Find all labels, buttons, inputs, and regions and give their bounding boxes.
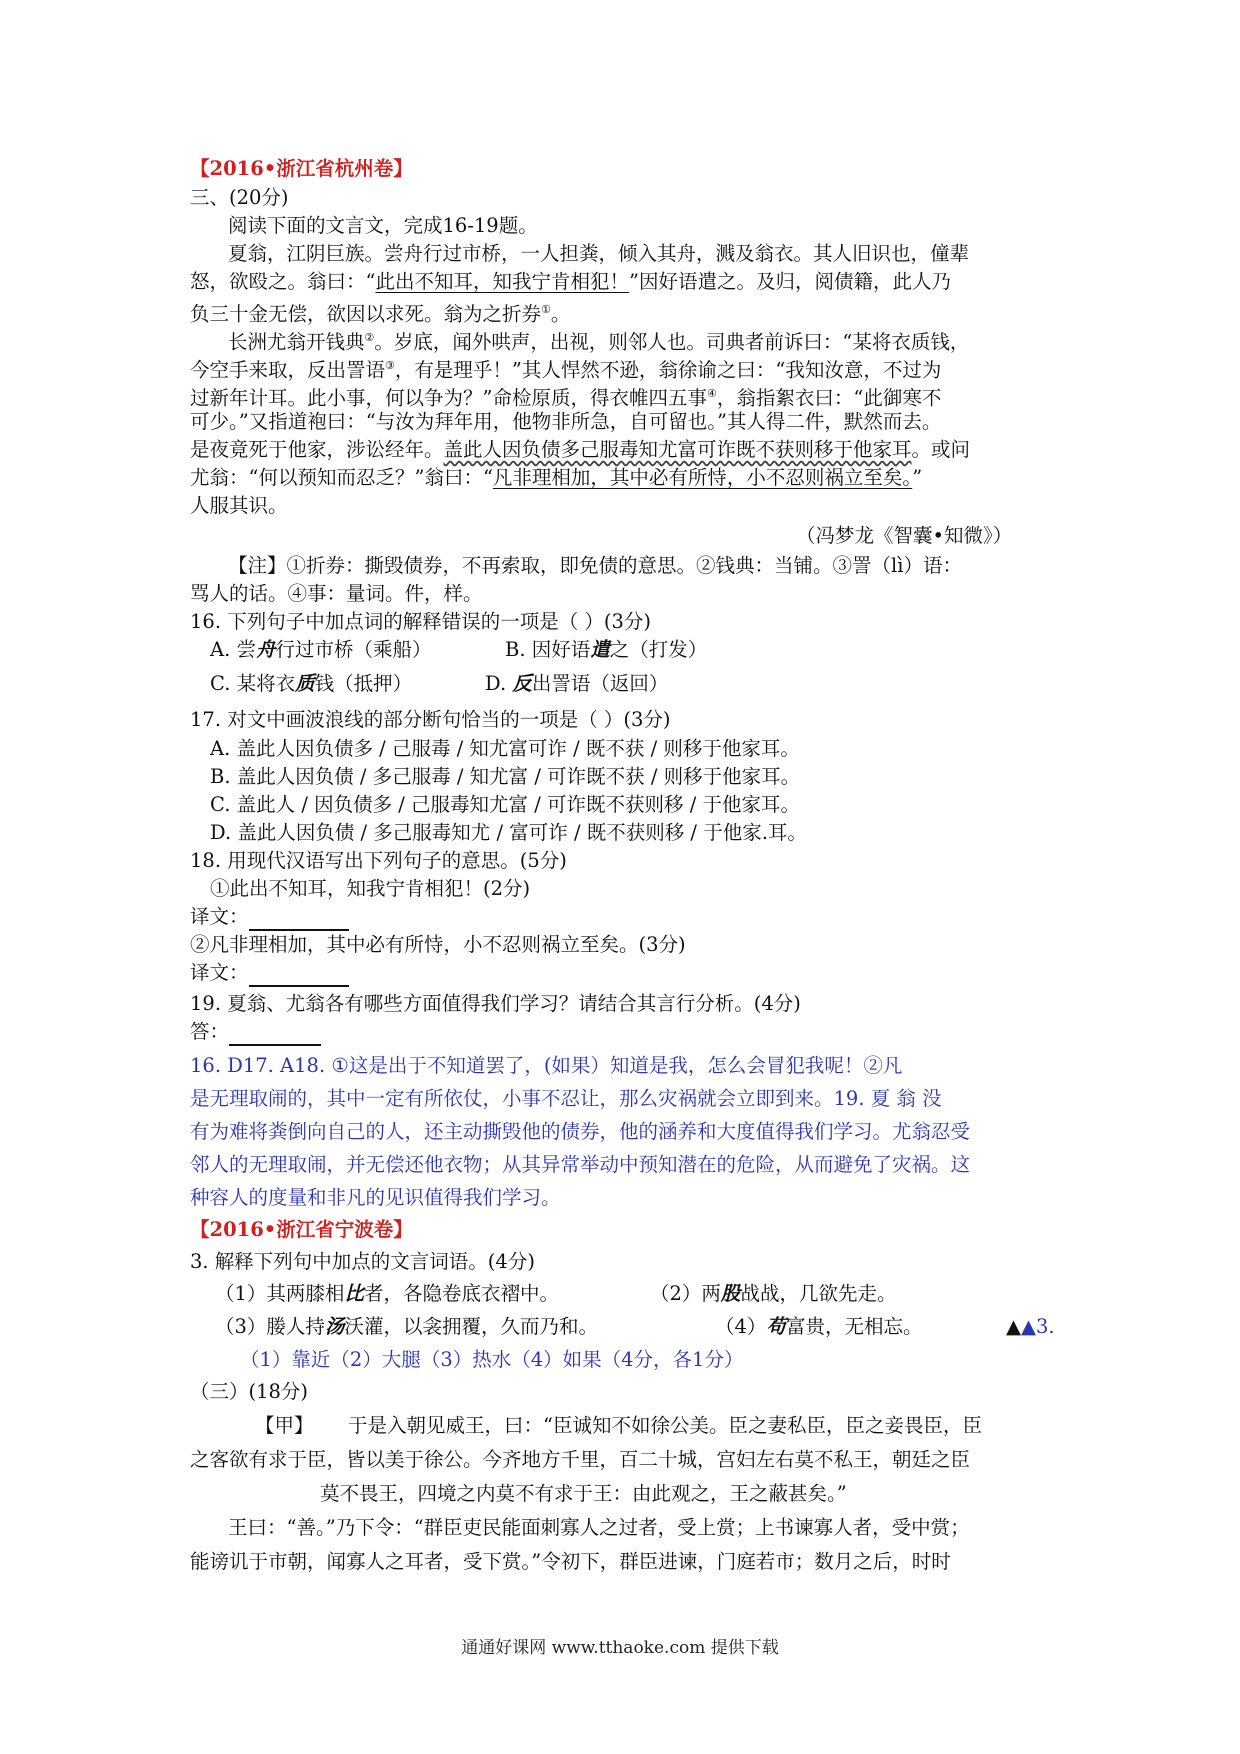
- answer-key-line: 有为难将粪倒向自己的人，还主动撕毁他的债券，他的涵养和大度值得我们学习。尤翁忍受: [190, 1120, 971, 1143]
- option-17-d: D. 盖此人因负债 / 多己服毒知尤 / 富可诈 / 既不获则移 / 于他家.耳。: [210, 821, 807, 844]
- option-16-d: D. 反出詈语（返回）: [485, 672, 669, 695]
- passage-line: 尤翁：“何以预知而忍乏？”翁曰：“凡非理相加，其中必有所恃，小不忍则祸立至矣。”: [190, 466, 923, 489]
- passage-line: 长洲尤翁开钱典②。岁底，闻外哄声，出视，则邻人也。司典者前诉曰：“某将衣质钱，: [228, 330, 970, 354]
- part-three-title: （三）(18分): [190, 1380, 309, 1403]
- passage-jia-label: 【甲】: [255, 1414, 314, 1437]
- answer-key-line: （1）靠近（2）大腿（3）热水（4）如果（4分，各1分）: [240, 1348, 744, 1371]
- question-3-item-4: （4）苟富贵，无相忘。: [715, 1315, 923, 1338]
- option-17-a: A. 盖此人因负债多 / 己服毒 / 知尤富可诈 / 既不获 / 则移于他家耳。: [210, 737, 800, 760]
- option-16-a: A. 尝舟行过市桥（乘船）: [210, 638, 432, 661]
- answer-marker: ▲▲3.: [1006, 1315, 1055, 1338]
- passage-line: 于是入朝见威王，曰：“臣诚知不如徐公美。臣之妻私臣，臣之妾畏臣，臣: [348, 1414, 982, 1437]
- source-citation: （冯梦龙《智囊•知微》）: [796, 524, 1013, 547]
- passage-line: 过新年计耳。此小事，何以争为？”命检原质，得衣帷四五事④，翁指絮衣曰：“此御寒不: [190, 386, 942, 410]
- section-header-ningbo: 【2016•浙江省宁波卷】: [190, 1218, 413, 1241]
- question-18: 18. 用现代汉语写出下列句子的意思。(5分): [190, 849, 567, 872]
- option-17-c: C. 盖此人 / 因负债多 / 己服毒知尤富 / 可诈既不获则移 / 于他家耳。: [210, 793, 800, 816]
- passage-line: 能谤讥于市朝，闻寡人之耳者，受下赏。”令初下，群臣进谏，门庭若市；数月之后，时时: [190, 1550, 951, 1573]
- passage-line: 怒，欲殴之。翁曰：“此出不知耳，知我宁肯相犯！”因好语遣之。及归，阅债籍，此人乃: [190, 270, 951, 293]
- passage-line: 负三十金无偿，欲因以求死。翁为之折券①。: [190, 302, 571, 326]
- question-3-item-2: （2）两股战战，几欲先走。: [650, 1282, 897, 1305]
- question-3-item-1: （1）其两膝相比者，各隐卷底衣褶中。: [215, 1282, 559, 1305]
- answer-key-line: 是无理取闹的，其中一定有所依仗，小事不忍让，那么灾祸就会立即到来。19. 夏 翁 没: [190, 1087, 942, 1110]
- answer-blank[interactable]: [229, 1026, 321, 1046]
- underlined-sentence-1: 此出不知耳，知我宁肯相犯！: [375, 270, 629, 293]
- answer-key-line: 邻人的无理取闹，并无偿还他衣物；从其异常举动中预知潜在的危险，从而避免了灾祸。这: [190, 1153, 971, 1176]
- passage-line: 今空手来取，反出詈语③，有是理乎！”其人悍然不逊，翁徐谕之曰：“我知汝意，不过为: [190, 358, 942, 382]
- answer-blank[interactable]: [249, 911, 349, 931]
- translation-line-2: 译文：: [190, 959, 349, 987]
- question-3-item-3: （3）媵人持汤沃灌，以衾拥覆，久而乃和。: [215, 1315, 598, 1338]
- answer-key-line: 16. D17. A18. ①这是出于不知道罢了，(如果）知道是我，怎么会冒犯我呢！②凡: [190, 1054, 903, 1077]
- passage-line: 王曰：“善。”乃下令：“群臣吏民能面刺寡人之过者，受上赏；上书谏寡人者，受中赏；: [228, 1516, 970, 1539]
- triangle-icon: ▲: [1006, 1315, 1021, 1338]
- part-title: 三、(20分): [190, 186, 289, 209]
- answer-blank[interactable]: [249, 967, 349, 987]
- question-3: 3. 解释下列句中加点的文言词语。(4分): [190, 1250, 535, 1273]
- page-footer: 通通好课网 www.tthaoke.com 提供下载: [461, 1638, 779, 1658]
- note-line: 【注】①折券：撕毁债券，不再索取，即免债的意思。②钱典：当铺。③詈（lì）语：: [228, 554, 962, 577]
- option-16-b: B. 因好语遣之（打发）: [505, 638, 708, 661]
- question-18-item-2: ②凡非理相加，其中必有所恃，小不忍则祸立至矣。(3分): [190, 933, 686, 956]
- answer-key-line: 种容人的度量和非凡的见识值得我们学习。: [190, 1186, 561, 1209]
- passage-line: 是夜竟死于他家，涉讼经年。盖此人因负债多己服毒知尤富可诈既不获则移于他家耳。或问: [190, 438, 971, 461]
- passage-line: 夏翁，江阴巨族。尝舟行过市桥，一人担粪，倾入其舟，溅及翁衣。其人旧识也，僮辈: [228, 242, 970, 265]
- question-17: 17. 对文中画波浪线的部分断句恰当的一项是（ ）(3分): [190, 708, 671, 731]
- instruction: 阅读下面的文言文，完成16-19题。: [228, 214, 538, 237]
- note-line: 骂人的话。④事：量词。件，样。: [190, 582, 483, 605]
- passage-line: 可少。”又指道袍曰：“与汝为拜年用，他物非所急，自可留也。”其人得二件，默然而去。: [190, 410, 942, 433]
- section-header-hangzhou: 【2016•浙江省杭州卷】: [190, 157, 413, 180]
- option-16-c: C. 某将衣质钱（抵押）: [210, 672, 413, 695]
- question-16: 16. 下列句子中加点词的解释错误的一项是（ ）(3分): [190, 610, 652, 633]
- answer-line: 答：: [190, 1018, 321, 1046]
- wavy-underlined-sentence: 盖此人因负债多己服毒知尤富可诈既不获则移于他家耳: [443, 438, 912, 461]
- question-18-item-1: ①此出不知耳，知我宁肯相犯！(2分): [210, 877, 531, 900]
- option-17-b: B. 盖此人因负债 / 多己服毒 / 知尤富 / 可诈既不获 / 则移于他家耳。: [210, 765, 801, 788]
- passage-line: 莫不畏王，四境之内莫不有求于王：由此观之，王之蔽甚矣。”: [320, 1482, 847, 1505]
- question-19: 19. 夏翁、尤翁各有哪些方面值得我们学习？请结合其言行分析。(4分): [190, 992, 801, 1015]
- translation-line-1: 译文：: [190, 903, 349, 931]
- underlined-sentence-2: 凡非理相加，其中必有所恃，小不忍则祸立至矣。: [492, 466, 913, 489]
- passage-line: 人服其识。: [190, 494, 288, 517]
- passage-line: 之客欲有求于臣，皆以美于徐公。今齐地方千里，百二十城，宫妇左右莫不私王，朝廷之臣: [190, 1448, 971, 1471]
